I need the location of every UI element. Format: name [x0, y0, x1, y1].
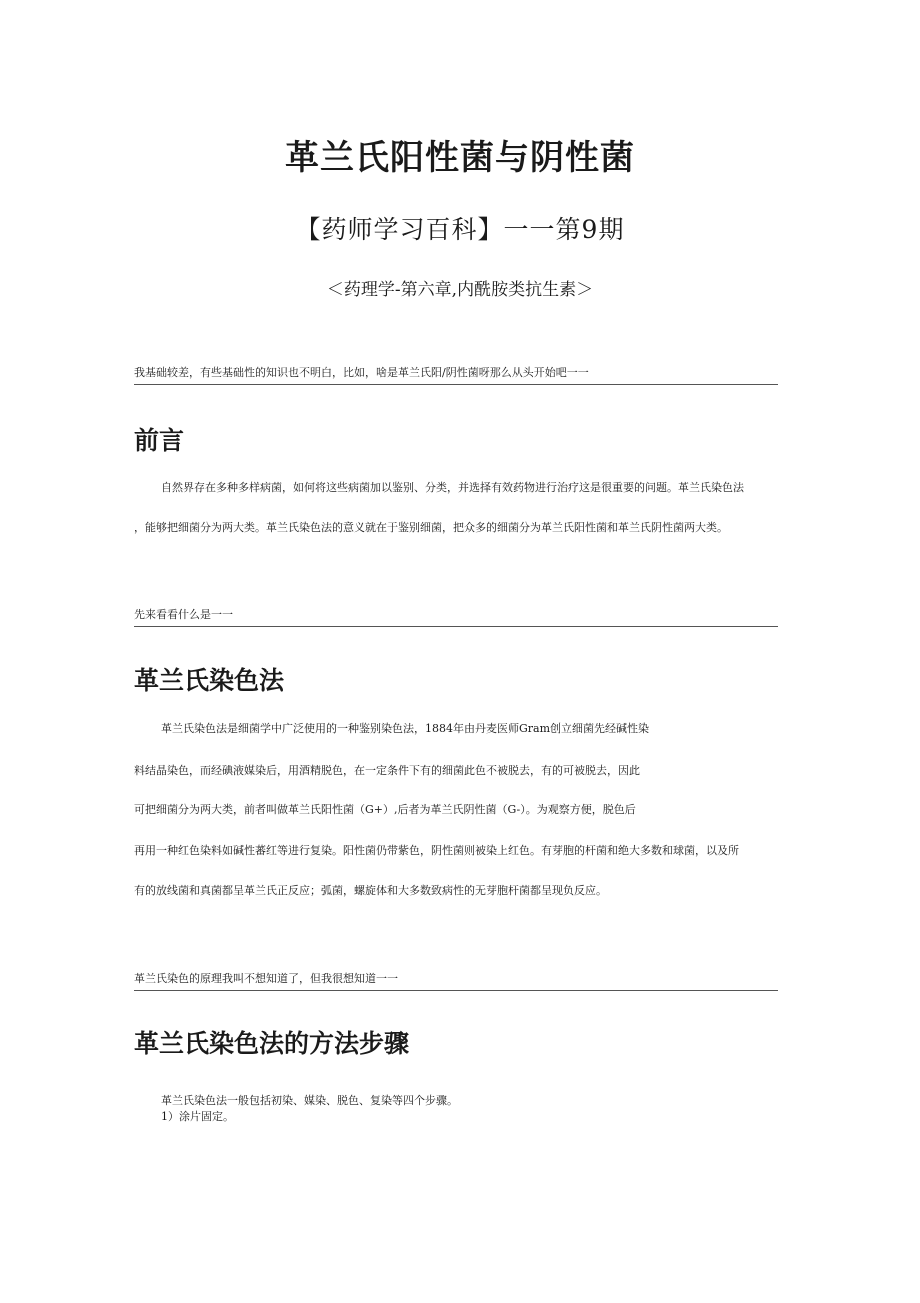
paragraph-line: 料结晶染色，而经碘液媒染后，用酒精脱色，在一定条件下有的细菌此色不被脱去，有的可被脱去，因此: [134, 764, 640, 777]
paragraph-line: 自然界存在多种多样病菌，如何将这些病菌加以鉴别、分类，并选择有效药物进行治疗这是很重要的问题。革兰氏染色法: [161, 481, 744, 494]
paragraph-line: ，能够把细菌分为两大类。革兰氏染色法的意义就在于鉴别细菌，把众多的细菌分为革兰氏阳性菌和革兰氏阴性菌两大类。: [134, 521, 728, 534]
paragraph-line: 有的放线菌和真菌都呈革兰氏正反应；弧菌，螺旋体和大多数致病性的无芽胞杆菌都呈现负反应。: [134, 884, 607, 897]
section-heading-procedure: 革兰氏染色法的方法步骤: [134, 1029, 410, 1058]
paragraph-line: 革兰氏染色法一般包括初染、媒染、脱色、复染等四个步骤。: [161, 1094, 458, 1107]
paragraph-line: 可把细菌分为两大类，前者叫做革兰氏阳性菌（G+）,后者为革兰氏阴性菌（G-）。为观察方便，脱色后: [134, 803, 636, 816]
section-prompt: 先来看看什么是一一: [134, 607, 778, 627]
page-title: 革兰氏阳性菌与阴性菌: [285, 138, 635, 178]
section-heading-preface: 前言: [134, 426, 185, 455]
paragraph-line: 革兰氏染色法是细菌学中广泛使用的一种鉴别染色法，1884年由丹麦医师Gram创立细菌先经碱性染: [161, 722, 650, 735]
paragraph-line: 再用一种红色染料如碱性蕃红等进行复染。阳性菌仍带紫色，阴性菌则被染上红色。有芽胞的杆菌和绝大多数和球菌，以及所: [134, 844, 739, 857]
section-heading-gram-stain: 革兰氏染色法: [134, 666, 285, 695]
section-prompt: 我基础较差，有些基础性的知识也不明白，比如，啥是革兰氏阳/阴性菌呀那么从头开始吧一一: [134, 365, 778, 385]
section-prompt: 革兰氏染色的原理我叫不想知道了，但我很想知道一一: [134, 971, 778, 991]
chapter-reference: ＜药理学-第六章,内酰胺类抗生素＞: [326, 280, 594, 300]
list-item: 1）涂片固定。: [161, 1110, 234, 1123]
page-subtitle: 【药师学习百科】一一第9期: [295, 215, 625, 244]
